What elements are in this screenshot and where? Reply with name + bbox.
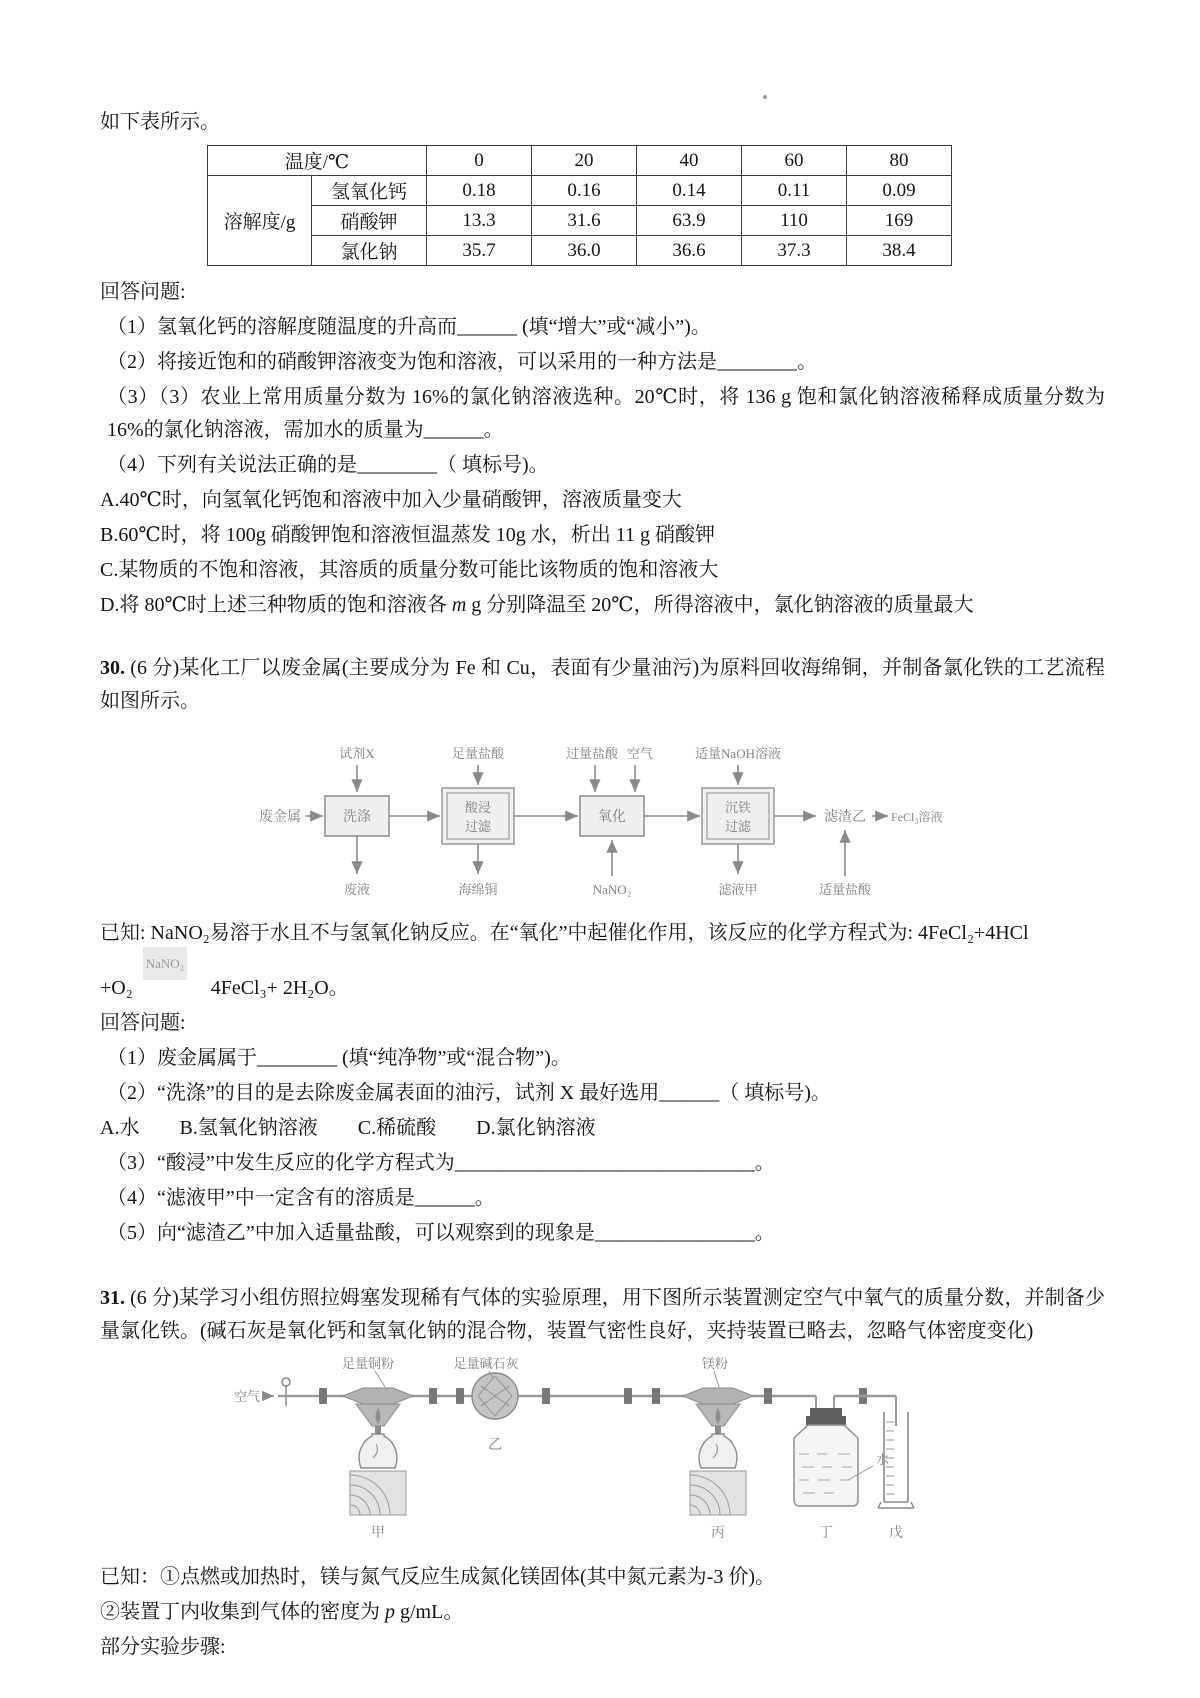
variable-p: p: [385, 1601, 395, 1623]
collection-bottle: [794, 1425, 858, 1506]
q29-answer-prompt: 回答问题:: [100, 281, 186, 303]
tube-joint: [319, 1388, 327, 1404]
q31-known2: [100, 1596, 1105, 1629]
value-cell: 0.16: [532, 176, 637, 206]
solubility-table: [207, 145, 952, 266]
value-cell: 35.7: [427, 236, 532, 266]
value-cell: 36.6: [637, 236, 742, 266]
q29-option-a: A.40℃时，向氢氧化钙饱和溶液中加入少量硝酸钾，溶液质量变大: [100, 489, 682, 511]
device-wu-label: 戊: [889, 1526, 903, 1541]
feed-label: 废金属: [259, 810, 301, 825]
value-cell: 63.9: [637, 206, 742, 236]
alcohol-lamp: [359, 1434, 397, 1468]
substance-cell: 氢氧化钙: [312, 176, 427, 206]
q30-options: A.水 B.氢氧化钠溶液 C.稀硫酸 D.氯化钠溶液: [100, 1117, 596, 1139]
residue-b-label: 滤渣乙: [824, 810, 866, 825]
value-cell: 0.14: [637, 176, 742, 206]
sodalime-label: 足量碱石灰: [453, 1356, 519, 1371]
apparatus-svg: [228, 1354, 928, 1552]
tube-joint: [542, 1388, 550, 1404]
stopcock-icon: [282, 1378, 290, 1386]
reagent-x-label: 试剂X: [339, 746, 375, 761]
air-label: 空气: [626, 746, 654, 761]
tube-joint: [429, 1388, 437, 1404]
process-flowchart: [250, 728, 1105, 911]
filtrate-a-label: 滤液甲: [718, 882, 758, 897]
naoh-label: 适量NaOH溶液: [695, 746, 781, 761]
q30-number: 30.: [100, 657, 125, 679]
wood-block: [350, 1471, 406, 1515]
q29-option-c: C.某物质的不饱和溶液，其溶质的质量分数可能比该物质的饱和溶液大: [100, 559, 719, 581]
heated-tube-jia: [343, 1388, 413, 1404]
hcl-amount-label: 适量盐酸: [818, 882, 872, 897]
equation-suffix: 4FeCl₃+ 2H₂O。: [210, 977, 349, 999]
q31-steps-label: 部分实验步骤:: [100, 1636, 226, 1658]
known2-text: g/mL。: [395, 1601, 464, 1623]
process-box-leach-outer: [442, 788, 514, 844]
q31-heading: [100, 1282, 1105, 1348]
device-yi-label: 乙: [488, 1438, 502, 1453]
substance-cell: 氯化钠: [312, 236, 427, 266]
temp-cell: 20: [532, 146, 637, 176]
catalyst-over-arrow: [133, 956, 211, 994]
value-cell: 31.6: [532, 206, 637, 236]
lamp-wick: [715, 1426, 721, 1434]
temp-cell: 40: [637, 146, 742, 176]
tube-joint: [624, 1388, 632, 1404]
wash-label: 洗涤: [343, 810, 371, 825]
cylinder-ticks: [886, 1422, 894, 1494]
q30-sub4: （4）“滤液甲”中一定含有的溶质是______。: [107, 1187, 495, 1209]
bottle-stopper-top: [810, 1408, 842, 1416]
q29-sub2: （2）将接近饱和的硝酸钾溶液变为饱和溶液，可以采用的一种方法是________。: [107, 351, 817, 373]
nano2-label: NaNO₂: [592, 882, 632, 897]
solubility-header-cell: 溶解度/g: [208, 176, 312, 266]
bottle-stopper: [806, 1416, 846, 1425]
heated-tube-bing: [683, 1388, 753, 1404]
value-cell: 37.3: [742, 236, 847, 266]
tube-joint: [652, 1388, 660, 1404]
alcohol-lamp: [699, 1434, 737, 1468]
leach-label-2: 过滤: [464, 819, 492, 834]
product-label: FeCl₃溶液: [891, 810, 943, 824]
equation-prefix: +O₂: [100, 977, 133, 999]
device-ding-label: 丁: [819, 1526, 833, 1541]
water-label: 水: [876, 1452, 890, 1467]
cylinder-base: [878, 1502, 914, 1508]
temp-header-cell: 温度/℃: [208, 146, 427, 176]
air-in-label: 空气: [234, 1389, 261, 1404]
lamp-wick: [375, 1426, 381, 1434]
label-pointer: [714, 1371, 719, 1387]
value-cell: 36.0: [532, 236, 637, 266]
magnesium-label: 镁粉: [701, 1356, 729, 1371]
value-cell: 13.3: [427, 206, 532, 236]
copper-powder-label: 足量铜粉: [341, 1356, 395, 1371]
intro-line: 如下表所示。: [100, 111, 220, 133]
q29-option-b: B.60℃时，将 100g 硝酸钾饱和溶液恒温蒸发 10g 水，析出 11 g 硝酸钾: [100, 524, 715, 546]
scan-artifact-dot: [763, 95, 767, 99]
value-cell: 0.09: [847, 176, 952, 206]
substance-cell: 硝酸钾: [312, 206, 427, 236]
wood-block: [690, 1471, 746, 1515]
q31-heading-text: (6 分)某学习小组仿照拉姆塞发现稀有气体的实验原理，用下图所示装置测定空气中氧气的质量分数，并制备少量氯化铁。(碱石灰是氧化钙和氢氧化钠的混合物，装置气密性良好，夹持装置已略去，忽略气体密度变化): [100, 1287, 1105, 1342]
sponge-copper-label: 海绵铜: [458, 882, 498, 897]
option-d-text: D.将 80℃时上述三种物质的饱和溶液各: [100, 594, 452, 616]
temp-cell: 80: [847, 146, 952, 176]
precip-label-2: 过滤: [724, 819, 752, 834]
q29-option-d: [100, 589, 1105, 622]
oxidize-label: 氧化: [598, 810, 626, 825]
q30-heading-text: (6 分)某化工厂以废金属(主要成分为 Fe 和 Cu，表面有少量油污)为原料回收海绵铜，并制备氯化铁的工艺流程如图所示。: [100, 657, 1105, 712]
label-pointer: [375, 1371, 385, 1387]
table-row: [208, 206, 952, 236]
q29-sub3: （3）（3）农业上常用质量分数为 16%的氯化钠溶液选种。20℃时，将 136 g 饱和氯化钠溶液稀释成质量分数为 16%的氯化钠溶液，需加水的质量为______。: [107, 386, 1105, 441]
temp-cell: 60: [742, 146, 847, 176]
value-cell: 110: [742, 206, 847, 236]
q30-known-line: 已知: NaNO₂易溶于水且不与氢氧化钠反应。在“氧化”中起催化作用，该反应的化学方程式为: 4FeCl₂+4HCl: [100, 922, 1029, 944]
value-cell: 169: [847, 206, 952, 236]
value-cell: 0.11: [742, 176, 847, 206]
flowchart-svg: [250, 728, 950, 906]
q31-number: 31.: [100, 1287, 125, 1309]
option-d-text: g 分别降温至 20℃，所得溶液中，氯化钠溶液的质量最大: [466, 594, 974, 616]
q29-sub4: （4）下列有关说法正确的是________（ 填标号)。: [107, 454, 549, 476]
leach-label-1: 酸浸: [464, 800, 492, 815]
q29-sub1: （1）氢氧化钙的溶解度随温度的升高而______ (填“增大”或“减小”)。: [107, 316, 711, 338]
tube-joint: [456, 1388, 464, 1404]
tube-joint: [764, 1388, 772, 1404]
q30-sub5: （5）向“滤渣乙”中加入适量盐酸，可以观察到的现象是________________。: [107, 1222, 775, 1244]
q30-answer-prompt: 回答问题:: [100, 1012, 186, 1034]
q30-equation-line: [100, 956, 1105, 1005]
q30-sub1: （1）废金属属于________ (填“纯净物”或“混合物”)。: [107, 1047, 571, 1069]
precip-label-1: 沉铁: [724, 800, 752, 815]
value-cell: 38.4: [847, 236, 952, 266]
process-box-precip-outer: [702, 788, 774, 844]
temp-cell: 0: [427, 146, 532, 176]
q31-known1: 已知：①点燃或加热时，镁与氮气反应生成氮化镁固体(其中氮元素为-3 价)。: [100, 1566, 775, 1588]
table-row: [208, 236, 952, 266]
known2-text: ②装置丁内收集到气体的密度为: [100, 1601, 385, 1623]
q30-sub3: （3）“酸浸”中发生反应的化学方程式为______________________________。: [107, 1152, 775, 1174]
catalyst-label: NaNO₂: [143, 947, 187, 980]
table-row: [208, 146, 952, 176]
hcl-enough-label: 足量盐酸: [451, 746, 505, 761]
device-jia-label: 甲: [371, 1526, 385, 1541]
device-bing-label: 丙: [711, 1526, 725, 1541]
apparatus-diagram: [228, 1354, 1105, 1557]
value-cell: 0.18: [427, 176, 532, 206]
waste-liquid-label: 废液: [343, 882, 371, 897]
variable-m: m: [451, 594, 467, 616]
hcl-excess-label: 过量盐酸: [565, 746, 619, 761]
q30-sub2: （2）“洗涤”的目的是去除废金属表面的油污，试剂 X 最好选用______（ 填标号)。: [107, 1082, 831, 1104]
q30-heading: [100, 652, 1105, 718]
table-row: [208, 176, 952, 206]
